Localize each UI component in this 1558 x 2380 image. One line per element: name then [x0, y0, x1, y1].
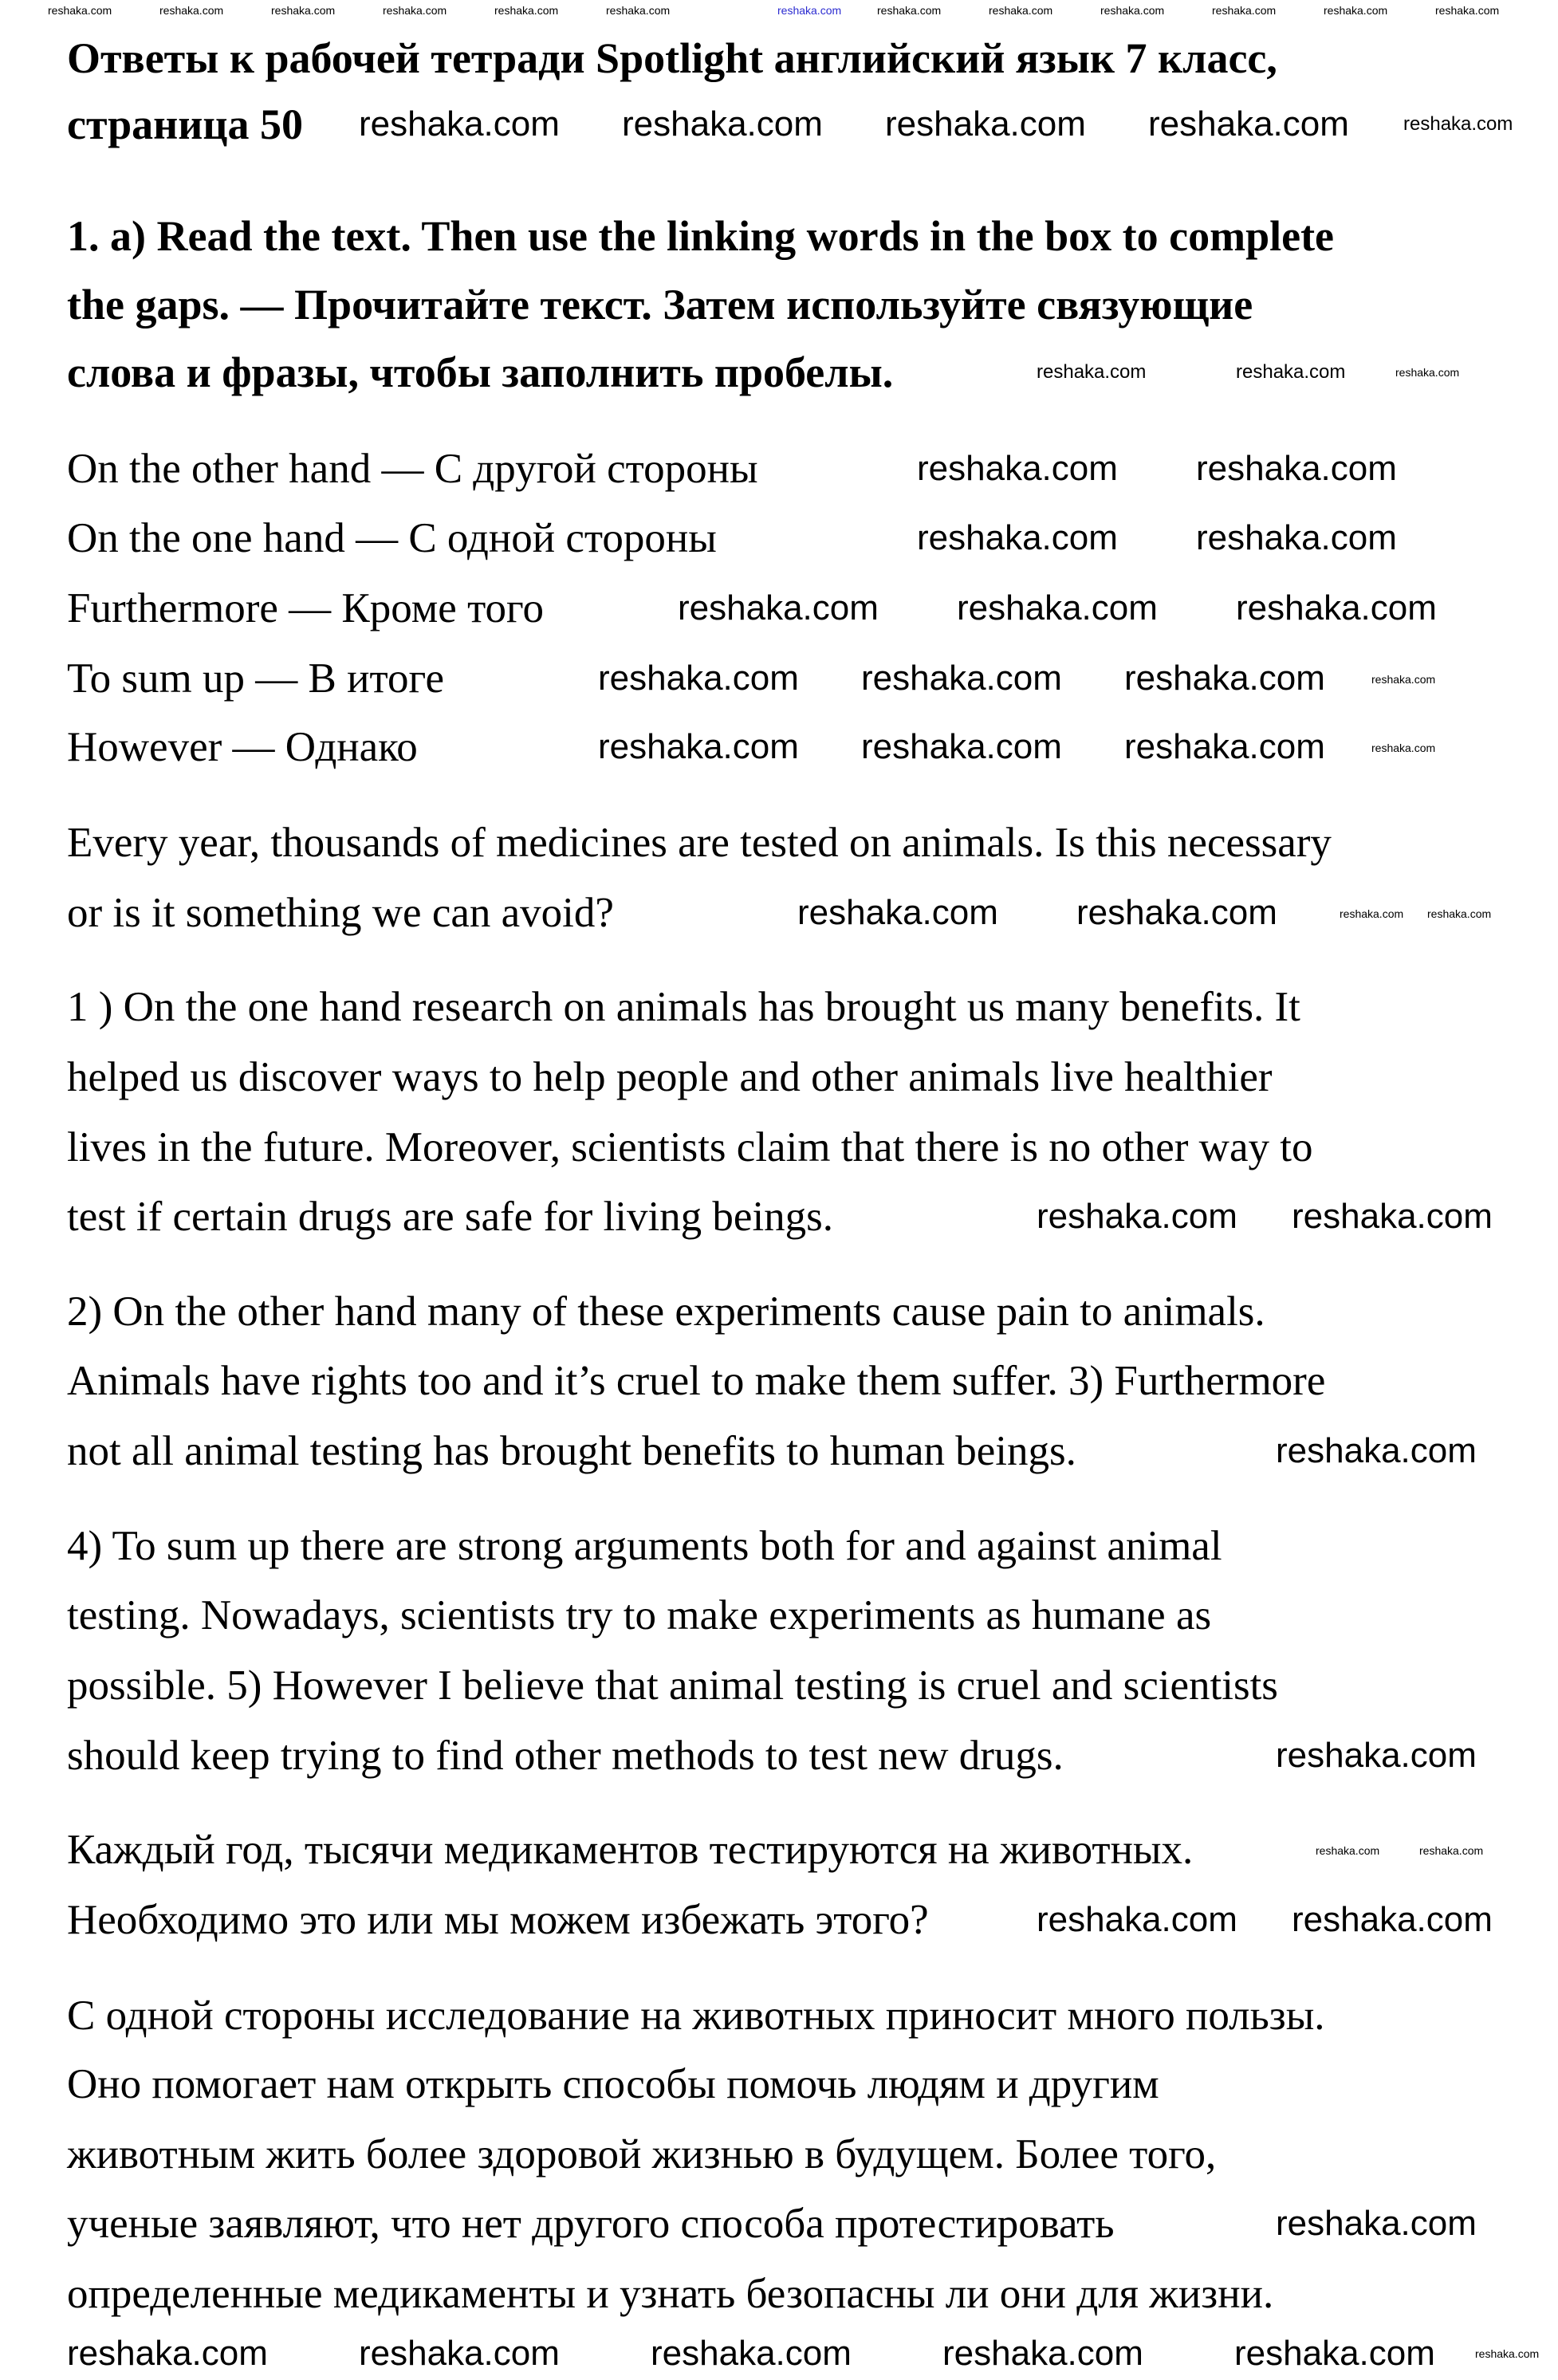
watermark: reshaka.com — [1316, 1844, 1380, 1857]
paragraph-line: 2) On the other hand many of these experiments cause pain to animals. — [67, 1288, 1265, 1335]
watermark: reshaka.com — [957, 588, 1158, 627]
watermark: reshaka.com — [494, 4, 559, 17]
paragraph-line: helped us discover ways to help people and other animals live healthier — [67, 1054, 1273, 1100]
watermark: reshaka.com — [777, 4, 842, 17]
watermark: reshaka.com — [861, 659, 1062, 698]
task-heading-line: the gaps. — Прочитайте текст. Затем используйте связующие — [67, 281, 1253, 328]
watermark: reshaka.com — [1037, 361, 1147, 383]
translation-line: Каждый год, тысячи медикаментов тестируются на животных. — [67, 1827, 1194, 1873]
watermark: reshaka.com — [989, 4, 1053, 17]
watermark: reshaka.com — [598, 727, 799, 766]
watermark: reshaka.com — [1395, 366, 1460, 379]
watermark: reshaka.com — [1037, 1900, 1237, 1939]
paragraph-line: test if certain drugs are safe for living beings. — [67, 1194, 834, 1240]
translation-line: определенные медикаменты и узнать безопасны ли они для жизни. — [67, 2271, 1274, 2317]
paragraph-line: Animals have rights too and it’s cruel to make them suffer. 3) Furthermore — [67, 1358, 1326, 1404]
translation-line: животным жить более здоровой жизнью в будущем. Более того, — [67, 2131, 1217, 2177]
linking-word: However — Однако — [67, 724, 418, 770]
watermark: reshaka.com — [942, 2334, 1143, 2373]
linking-word: Furthermore — Кроме того — [67, 585, 544, 631]
watermark: reshaka.com — [1148, 104, 1349, 144]
watermark: reshaka.com — [1196, 449, 1397, 488]
watermark: reshaka.com — [877, 4, 942, 17]
watermark: reshaka.com — [797, 893, 998, 932]
watermark: reshaka.com — [1037, 1197, 1237, 1236]
watermark: reshaka.com — [1419, 1844, 1484, 1857]
linking-word: On the one hand — С одной стороны — [67, 515, 717, 561]
watermark: reshaka.com — [1292, 1197, 1493, 1236]
watermark: reshaka.com — [651, 2334, 852, 2373]
watermark: reshaka.com — [1427, 907, 1492, 920]
watermark: reshaka.com — [885, 104, 1086, 144]
paragraph-line: testing. Nowadays, scientists try to make experiments as humane as — [67, 1592, 1212, 1638]
watermark: reshaka.com — [1124, 727, 1325, 766]
watermark: reshaka.com — [1371, 673, 1436, 686]
watermark: reshaka.com — [622, 104, 823, 144]
watermark: reshaka.com — [359, 2334, 560, 2373]
paragraph-line: 4) To sum up there are strong arguments both for and against animal — [67, 1523, 1222, 1569]
watermark: reshaka.com — [1292, 1900, 1493, 1939]
watermark: reshaka.com — [1100, 4, 1165, 17]
translation-line: ученые заявляют, что нет другого способа протестировать — [67, 2201, 1115, 2247]
watermark: reshaka.com — [1276, 1431, 1477, 1470]
watermark: reshaka.com — [1124, 659, 1325, 698]
watermark: reshaka.com — [1076, 893, 1277, 932]
watermark: reshaka.com — [1236, 588, 1437, 627]
watermark: reshaka.com — [678, 588, 879, 627]
page-title-line: страница 50 — [67, 100, 304, 148]
linking-word: On the other hand — С другой стороны — [67, 446, 758, 492]
watermark: reshaka.com — [1403, 113, 1513, 135]
page-title-line: Ответы к рабочей тетради Spotlight английский язык 7 класс, — [67, 34, 1277, 82]
watermark: reshaka.com — [159, 4, 224, 17]
intro-line: Every year, thousands of medicines are tested on animals. Is this necessary — [67, 820, 1332, 866]
linking-word: To sum up — В итоге — [67, 655, 445, 702]
watermark: reshaka.com — [1435, 4, 1500, 17]
watermark: reshaka.com — [917, 449, 1118, 488]
translation-line: Оно помогает нам открыть способы помочь людям и другим — [67, 2061, 1159, 2107]
watermark: reshaka.com — [1324, 4, 1388, 17]
watermark: reshaka.com — [359, 104, 560, 144]
watermark: reshaka.com — [1212, 4, 1277, 17]
task-heading-line: 1. a) Read the text. Then use the linking words in the box to complete — [67, 212, 1335, 260]
paragraph-line: should keep trying to find other methods to test new drugs. — [67, 1733, 1064, 1779]
task-heading-line: слова и фразы, чтобы заполнить пробелы. — [67, 348, 894, 396]
watermark: reshaka.com — [1276, 1736, 1477, 1775]
translation-line: Необходимо это или мы можем избежать этого? — [67, 1897, 929, 1943]
watermark: reshaka.com — [1196, 518, 1397, 557]
watermark: reshaka.com — [1475, 2347, 1540, 2360]
paragraph-line: possible. 5) However I believe that animal testing is cruel and scientists — [67, 1662, 1278, 1709]
watermark: reshaka.com — [48, 4, 112, 17]
watermark: reshaka.com — [383, 4, 447, 17]
paragraph-line: not all animal testing has brought benefits to human beings. — [67, 1428, 1076, 1474]
watermark: reshaka.com — [271, 4, 336, 17]
watermark: reshaka.com — [67, 2334, 268, 2373]
watermark: reshaka.com — [861, 727, 1062, 766]
watermark: reshaka.com — [598, 659, 799, 698]
translation-line: С одной стороны исследование на животных приносит много пользы. — [67, 1993, 1325, 2039]
watermark: reshaka.com — [1234, 2334, 1435, 2373]
watermark: reshaka.com — [1236, 361, 1346, 383]
watermark: reshaka.com — [917, 518, 1118, 557]
watermark: reshaka.com — [1276, 2204, 1477, 2243]
paragraph-line: lives in the future. Moreover, scientists claim that there is no other way to — [67, 1124, 1313, 1170]
watermark: reshaka.com — [1340, 907, 1404, 920]
paragraph-line: 1 ) On the one hand research on animals has brought us many benefits. It — [67, 984, 1300, 1030]
watermark: reshaka.com — [606, 4, 671, 17]
intro-line: or is it something we can avoid? — [67, 890, 614, 936]
watermark: reshaka.com — [1371, 742, 1436, 754]
